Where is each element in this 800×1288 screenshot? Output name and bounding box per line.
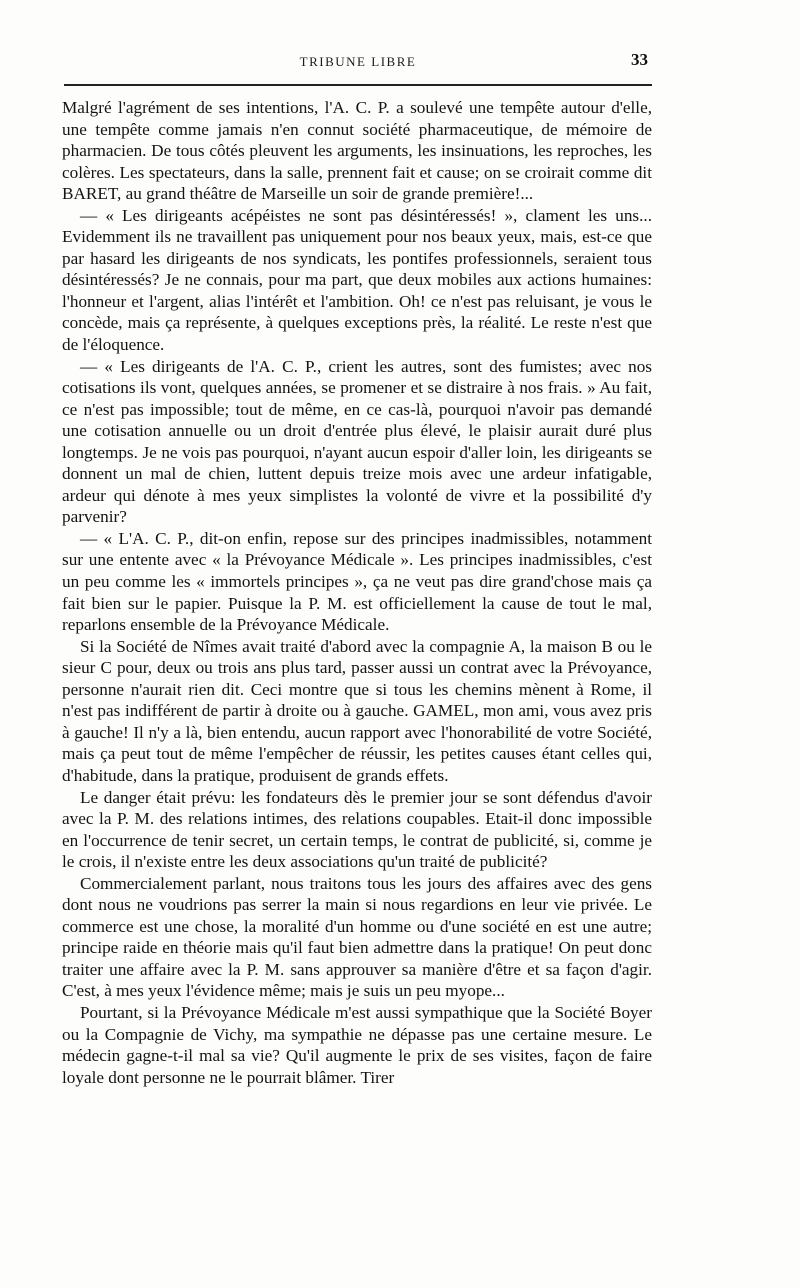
paragraph: Pourtant, si la Prévoyance Médicale m'est aussi sympathique que la Société Boyer ou la Compagnie de Vichy, ma sympathie ne dépasse pas une certaine mesure. Le médecin gagne-t-il mal sa vie? Qu'il augmente le prix de ses visites, façon de faire loyale dont personne ne le pourrait blâmer. Tirer: [62, 1002, 652, 1087]
page-number: 33: [631, 50, 648, 69]
paragraph: Le danger était prévu: les fondateurs dès le premier jour se sont défendus d'avoir avec la P. M. des relations intimes, des relations coupables. Etait-il donc impossible en l'occurrence de tenir secret, un certain temps, le contrat de publicité, si, comme je le crois, il n'existe entre les deux associations qu'un traité de publicité?: [62, 787, 652, 872]
article-body: [62, 97, 652, 1088]
running-header: [64, 52, 652, 74]
paragraph: — « L'A. C. P., dit-on enfin, repose sur des principes inadmissibles, notamment sur une entente avec « la Prévoyance Médicale ». Les principes inadmissibles, c'est un peu comme les « immortels principes », ça ne veut pas dire grand'chose mais ça fait bien sur le papier. Puisque la P. M. est officiellement la cause de tout le mal, reparlons ensemble de la Prévoyance Médicale.: [62, 528, 652, 635]
paragraph: Si la Société de Nîmes avait traité d'abord avec la compagnie A, la maison B ou le sieur C pour, deux ou trois ans plus tard, passer aussi un contrat avec la Prévoyance, personne n'aurait rien dit. Ceci montre que si tous les chemins mènent à Rome, il n'est pas indifférent de partir à droite ou à gauche. GAMEL, mon ami, vous avez pris à gauche! Il n'y a là, bien entendu, aucun rapport avec l'honorabilité de votre Société, mais ça peut tout de même l'empêcher de réussir, les petites causes étant celles qui, d'habitude, dans la pratique, produisent de grands effets.: [62, 636, 652, 785]
header-rule: [64, 84, 652, 86]
paragraph: Malgré l'agrément de ses intentions, l'A. C. P. a soulevé une tempête autour d'elle, une tempête comme jamais n'en connut société pharmaceutique, de mémoire de pharmacien. De tous côtés pleuvent les arguments, les insinuations, les reproches, les colères. Les spectateurs, dans la salle, prennent fait et cause; on se croirait comme dit BARET, au grand théâtre de Marseille un soir de grande première!...: [62, 98, 652, 204]
paragraph: — « Les dirigeants acépéistes ne sont pas désintéressés! », clament les uns... Evidemment ils ne travaillent pas uniquement pour nos beaux yeux, mais, est-ce que par hasard les dirigeants de nos syndicats, les pontifes professionnels, seraient tous désintéressés? Je ne connais, pour ma part, que deux mobiles aux actions humaines: l'honneur et l'argent, alias l'intérêt et l'ambition. Oh! ce n'est pas reluisant, je vous le concède, mais ça représente, à quelques exceptions près, la réalité. Le reste n'est que de l'éloquence.: [62, 205, 652, 355]
paragraph: — « Les dirigeants de l'A. C. P., crient les autres, sont des fumistes; avec nos cotisations ils vont, quelques années, se promener et se distraire à nos frais. » Au fait, ce n'est pas impossible; tout de même, en ce cas-là, pourquoi n'avoir pas demandé une cotisation annuelle ou un droit d'entrée plus élevé, le plaisir aurait duré plus longtemps. Je ne vois pas pourquoi, n'ayant aucun espoir d'aller loin, les dirigeants se donnent un mal de chien, luttent depuis treize mois avec une ardeur infatigable, ardeur qui dénote à mes yeux simplistes la volonté de vivre et la possibilité d'y parvenir?: [62, 356, 652, 527]
running-title: TRIBUNE LIBRE: [299, 54, 417, 69]
paragraph: Commercialement parlant, nous traitons tous les jours des affaires avec des gens dont nous ne voudrions pas serrer la main si nous regardions en leur vie privée. Le commerce est une chose, la moralité d'un homme ou d'une société en est une autre; principe raide en théorie mais qu'il faut bien admettre dans la pratique! On peut donc traiter une affaire avec la P. M. sans approuver sa manière d'être et sa façon d'agir. C'est, à mes yeux l'évidence même; mais je suis un peu myope...: [62, 873, 652, 1001]
